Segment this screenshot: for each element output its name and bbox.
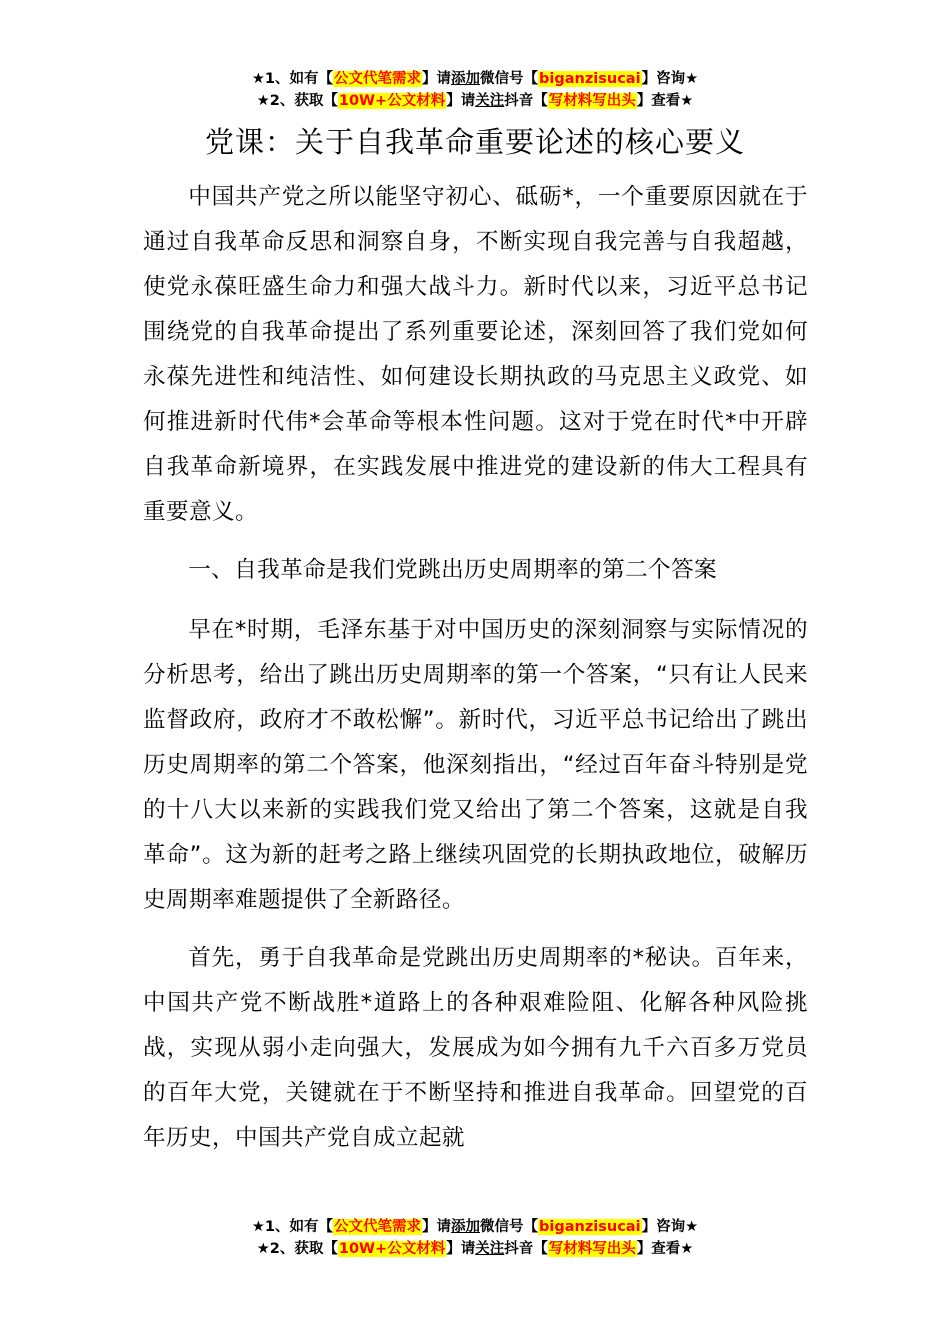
banner-highlight: 10W+公文材料 (338, 1241, 446, 1257)
star-icon: ★ (685, 1219, 699, 1235)
page-title: 党课：关于自我革命重要论述的核心要义 (204, 125, 745, 159)
paragraph: 中国共产党之所以能坚守初心、砥砺*，一个重要原因就在于通过自我革命反思和洞察自身，不断实现自我完善与自我超越，使党永葆旺盛生命力和强大战斗力。新时代以来，习近平总书记围绕党的自我革命提出了系列重要论述，深刻回答了我们党如何永葆先进性和纯洁性、如何建设长期执政的马克思主义政党、如何推进新时代伟*会革命等根本性问题。这对于党在时代*中开辟自我革命新境界，在实践发展中推进党的建设新的伟大工程具有重要意义。 (143, 184, 808, 525)
star-icon: ★ (685, 71, 699, 87)
banner-highlight: biganzisucai (539, 1219, 641, 1235)
paragraph: 首先，勇于自我革命是党跳出历史周期率的*秘诀。百年来，中国共产党不断战胜*道路上的各种艰难险阻、化解各种风险挑战，实现从弱小走向强大，发展成为如今拥有九千六百多万党员的百年大党，关键就在于不断坚持和推进自我革命。回望党的百年历史，中国共产党自成立起就 (143, 945, 808, 1151)
banner-highlight: 写材料写出头 (548, 93, 636, 109)
banner-highlight: 公文代笔需求 (334, 71, 422, 87)
banner-line-1: ★1、如有【公文代笔需求】请添加微信号【biganzisucai】咨询★ (251, 71, 699, 87)
banner-highlight: 10W+公文材料 (338, 93, 446, 109)
banner-highlight: biganzisucai (539, 71, 641, 87)
star-icon: ★ (256, 1241, 270, 1257)
top-banner (0, 68, 950, 112)
banner-line-1: ★1、如有【公文代笔需求】请添加微信号【biganzisucai】咨询★ (251, 1219, 699, 1235)
paragraph: 早在*时期，毛泽东基于对中国历史的深刻洞察与实际情况的分析思考，给出了跳出历史周期率的第一个答案，“只有让人民来监督政府，政府才不敢松懈”。新时代，习近平总书记给出了跳出历史周期率的第二个答案，他深刻指出，“经过百年奋斗特别是党的十八大以来新的实践我们党又给出了第二个答案，这就是自我革命”。这为新的赶考之路上继续巩固党的长期执政地位，破解历史周期率难题提供了全新路径。 (143, 617, 808, 913)
star-icon: ★ (256, 93, 270, 109)
star-icon: ★ (251, 71, 265, 87)
star-icon: ★ (680, 93, 694, 109)
star-icon: ★ (680, 1241, 694, 1257)
banner-highlight: 写材料写出头 (548, 1241, 636, 1257)
star-icon: ★ (251, 1219, 265, 1235)
bottom-banner (0, 1216, 950, 1260)
document-body (143, 175, 808, 1174)
banner-highlight: 公文代笔需求 (334, 1219, 422, 1235)
section-heading: 一、自我革命是我们党跳出历史周期率的第二个答案 (188, 557, 718, 583)
banner-line-2: ★2、获取【10W+公文材料】请关注抖音【写材料写出头】查看★ (256, 1241, 694, 1257)
banner-line-2: ★2、获取【10W+公文材料】请关注抖音【写材料写出头】查看★ (256, 93, 694, 109)
